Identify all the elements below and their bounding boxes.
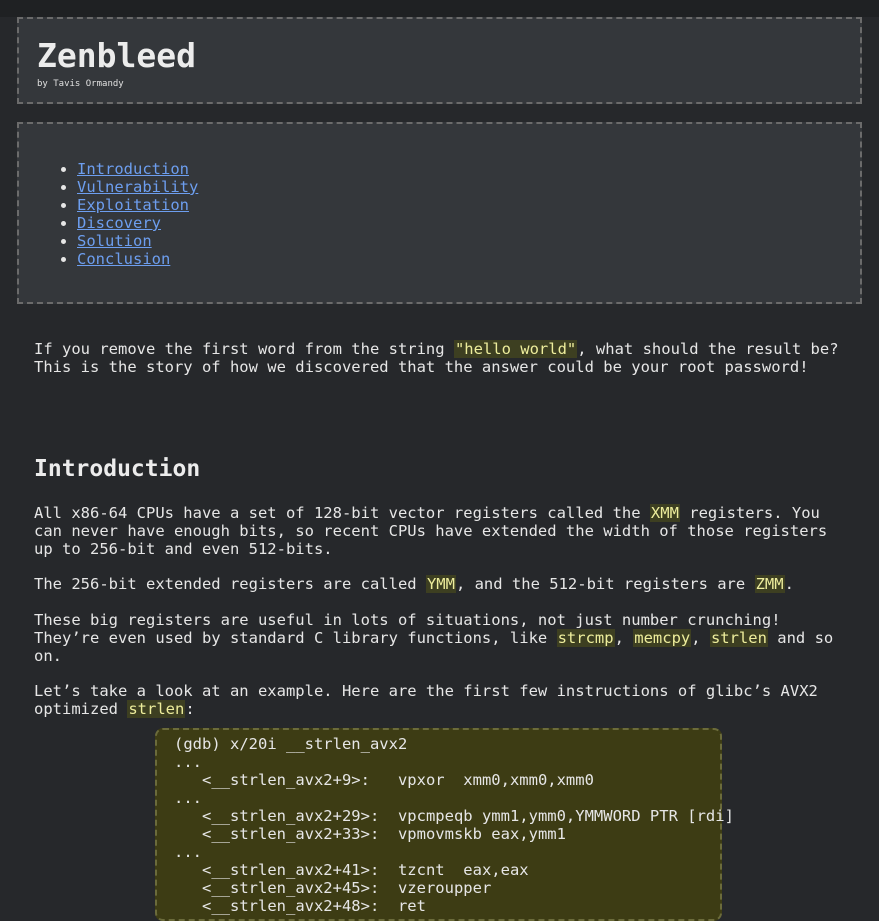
inline-code: "hello world"	[454, 340, 577, 358]
code-block	[155, 728, 734, 921]
table-of-contents	[17, 122, 862, 304]
inline-code: strcmp	[557, 629, 614, 647]
text: .	[784, 575, 794, 593]
inline-code: XMM	[650, 504, 679, 522]
section-heading-introduction: Introduction	[34, 456, 201, 482]
text: and so on.	[34, 629, 834, 665]
toc-link-exploitation[interactable]: Exploitation	[77, 196, 189, 214]
list-item	[77, 214, 860, 232]
text: ,	[691, 629, 710, 647]
code-line: <__strlen_avx2+33>: vpmovmskb eax,ymm1	[174, 825, 566, 843]
byline: by Tavis Ormandy	[37, 79, 124, 89]
page-title: Zenbleed	[37, 36, 196, 75]
list-item	[77, 196, 860, 214]
inline-code: memcpy	[634, 629, 691, 647]
code-line: <__strlen_avx2+9>: vpxor xmm0,xmm0,xmm0	[174, 771, 594, 789]
inline-code: ZMM	[755, 575, 784, 593]
text: All x86-64 CPUs have a set of 128-bit vector registers called the	[34, 504, 650, 522]
text: , and the 512-bit registers are	[455, 575, 755, 593]
list-item	[77, 250, 860, 268]
paragraph	[34, 575, 845, 593]
inline-code: YMM	[426, 575, 455, 593]
header-box	[17, 17, 862, 104]
list-item	[77, 160, 860, 178]
paragraph	[34, 611, 845, 665]
code-line: (gdb) x/20i __strlen_avx2	[174, 735, 408, 753]
list-item	[77, 232, 860, 250]
intro-text: If you remove the first word from the string	[34, 340, 454, 358]
paragraph	[34, 504, 845, 558]
text: These big registers are useful in lots of situations, not just number crunching! They’re even used by standard C library functions, like	[34, 611, 781, 647]
code-line: <__strlen_avx2+41>: tzcnt eax,eax	[174, 861, 529, 879]
toc-link-introduction[interactable]: Introduction	[77, 160, 189, 178]
toc-link-vulnerability[interactable]: Vulnerability	[77, 178, 199, 196]
code-line: <__strlen_avx2+45>: vzeroupper	[174, 879, 492, 897]
text: The 256-bit extended registers are called	[34, 575, 426, 593]
intro-text: , what should the result be? This is the story of how we discovered that the answer could be your root password!	[34, 340, 839, 376]
top-bar	[0, 0, 879, 17]
inline-code: strlen	[710, 629, 767, 647]
code-line: ...	[174, 753, 202, 771]
list-item	[77, 178, 860, 196]
article-content	[0, 340, 879, 921]
intro-paragraph	[34, 340, 845, 376]
paragraph	[34, 682, 845, 718]
toc-link-solution[interactable]: Solution	[77, 232, 152, 250]
code-line: <__strlen_avx2+48>: ret	[174, 897, 426, 915]
toc-link-discovery[interactable]: Discovery	[77, 214, 161, 232]
toc-list	[19, 160, 860, 268]
text: Let’s take a look at an example. Here are the first few instructions of glibc’s AVX2 optimized	[34, 682, 818, 718]
inline-code: strlen	[128, 700, 185, 718]
code-line: ...	[174, 843, 202, 861]
text: registers. You can never have enough bits, so recent CPUs have extended the width of those registers up to 256-bit and even 512-bits.	[34, 504, 828, 558]
text: :	[185, 700, 195, 718]
code-line: <__strlen_avx2+29>: vpcmpeqb ymm1,ymm0,YMMWORD PTR [rdi]	[174, 807, 734, 825]
text: ,	[614, 629, 634, 647]
toc-link-conclusion[interactable]: Conclusion	[77, 250, 171, 268]
code-line: ...	[174, 789, 202, 807]
